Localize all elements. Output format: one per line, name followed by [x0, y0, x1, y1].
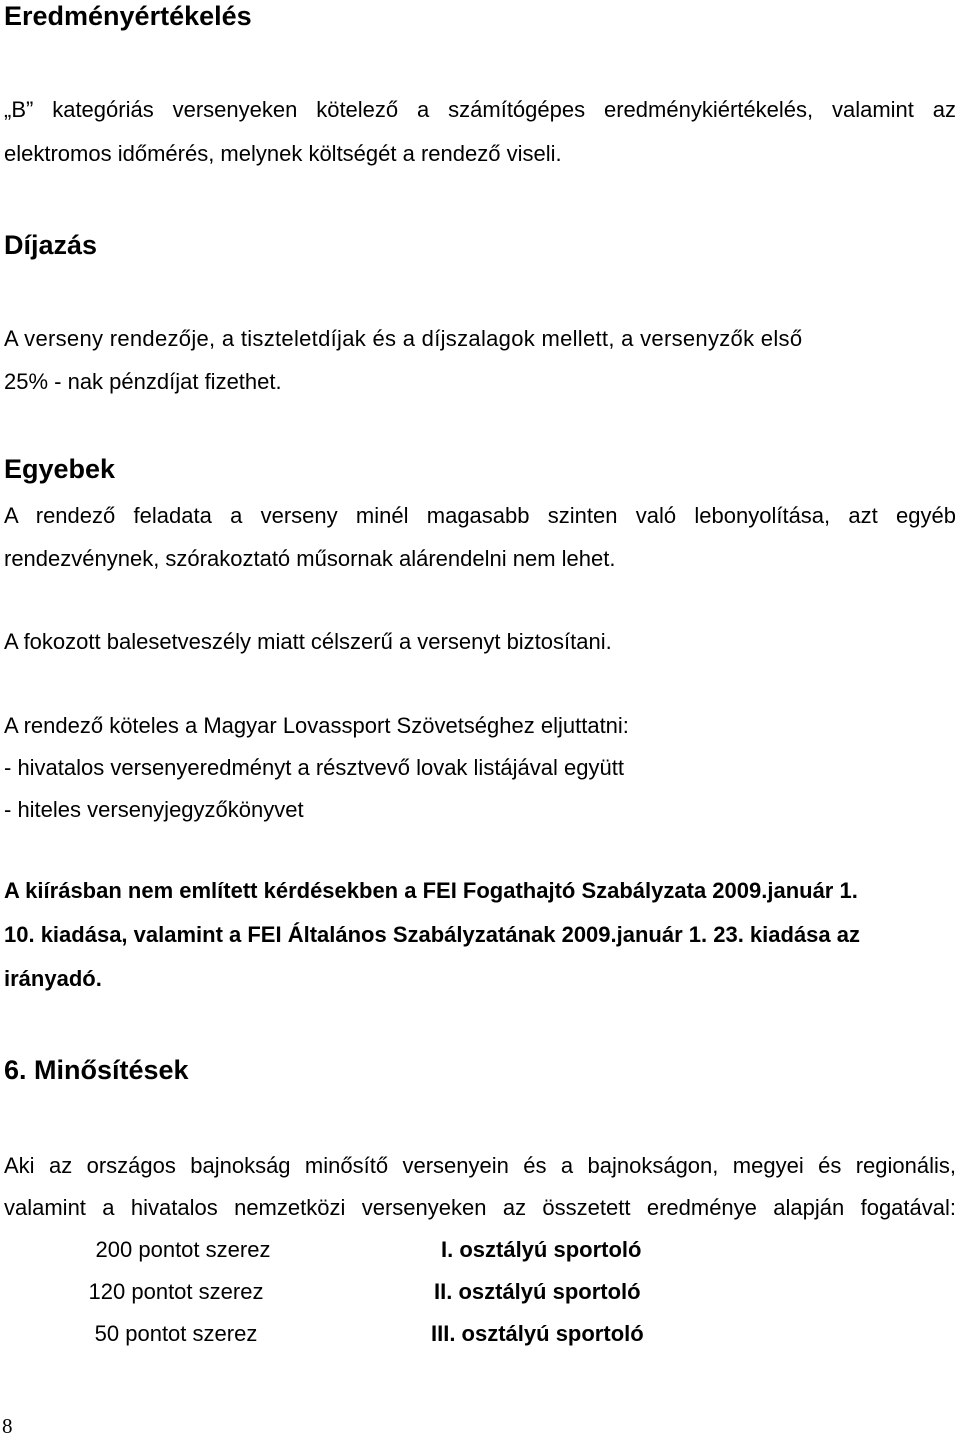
paragraph-line: „B” kategóriás versenyeken kötelező a számítógépes eredménykiértékelés, valamint az [4, 97, 956, 122]
paragraph-line: A verseny rendezője, a tiszteletdíjak és a díjszalagok mellett, a versenyzők első [4, 326, 803, 351]
duty-item: - hivatalos versenyeredményt a résztvevő lovak listájával együtt [4, 755, 624, 780]
rules-reference-line: irányadó. [4, 966, 102, 991]
rules-reference-line: 10. kiadása, valamint a FEI Általános Szabályzatának 2009.január 1. 23. kiadása az [4, 922, 861, 947]
paragraph-line: Aki az országos bajnokság minősítő versenyein és a bajnokságon, megyei és regionális, [4, 1153, 956, 1178]
rules-reference-line: A kiírásban nem említett kérdésekben a FEI Fogathajtó Szabályzata 2009.január 1. [4, 878, 858, 903]
rules-reference [4, 869, 956, 1001]
rank-class: II. osztályú sportoló [434, 1279, 641, 1304]
duty-item: - hiteles versenyjegyzőkönyvet [4, 797, 304, 822]
rank-points: 50 pontot szerez [94, 1321, 258, 1346]
paragraph-line: elektromos időmérés, melynek költségét a rendező viseli. [4, 141, 562, 166]
safety-note: A fokozott balesetveszély miatt célszerű a versenyt biztosítani. [4, 629, 612, 654]
rank-points: 120 pontot szerez [88, 1279, 264, 1304]
duties-intro: A rendező köteles a Magyar Lovassport Szövetséghez eljuttatni: [4, 713, 629, 738]
rank-class: I. osztályú sportoló [441, 1237, 642, 1262]
paragraph-line: A rendező feladata a verseny minél magasabb szinten való lebonyolítása, azt egyéb [4, 503, 956, 528]
paragraph-line: 25% - nak pénzdíjat fizethet. [4, 369, 282, 394]
page-number: 8 [2, 1414, 13, 1438]
rank-class: III. osztályú sportoló [431, 1321, 644, 1346]
rank-points: 200 pontot szerez [95, 1237, 271, 1262]
paragraph-line: rendezvénynek, szórakoztató műsornak alárendelni nem lehet. [4, 546, 616, 571]
section-heading-eredmenyertekeles: Eredményértékelés [4, 1, 252, 31]
section-heading-minositesek: 6. Minősítések [4, 1055, 189, 1085]
paragraph-line: valamint a hivatalos nemzetközi versenyeken az összetett eredménye alapján fogatával: [4, 1195, 956, 1220]
section-heading-egyebek: Egyebek [4, 454, 116, 484]
section-heading-dijazas: Díjazás [4, 230, 98, 260]
